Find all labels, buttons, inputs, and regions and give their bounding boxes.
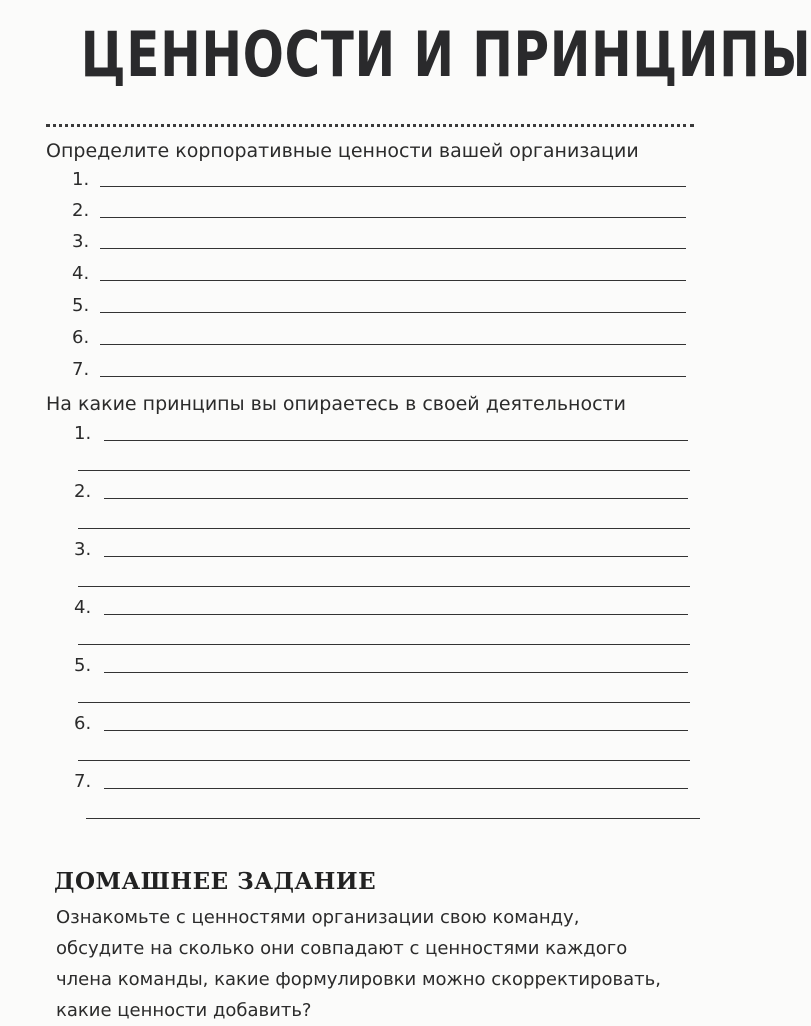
line-number: 2. (72, 200, 90, 221)
value-answer-line[interactable] (72, 166, 688, 190)
value-answer-line[interactable] (72, 260, 688, 284)
principle-continuation-line[interactable] (86, 818, 700, 819)
line-number: 3. (74, 539, 92, 560)
line-number: 4. (74, 597, 92, 618)
principle-answer-line[interactable] (74, 536, 690, 560)
line-number: 4. (72, 263, 90, 284)
line-number: 1. (72, 169, 90, 190)
line-number: 6. (74, 713, 92, 734)
answer-rule (104, 440, 688, 441)
answer-rule (104, 672, 688, 673)
principle-continuation-line[interactable] (78, 470, 690, 471)
principles-section-heading: На какие принципы вы опираетесь в своей деятельности (46, 393, 626, 415)
answer-rule (100, 376, 686, 377)
dotted-divider (46, 124, 694, 127)
line-number: 7. (74, 771, 92, 792)
answer-rule (104, 730, 688, 731)
answer-rule (100, 280, 686, 281)
answer-rule (104, 498, 688, 499)
principle-continuation-line[interactable] (78, 528, 690, 529)
homework-line: Ознакомьте с ценностями организации свою команду, (56, 907, 580, 928)
answer-rule (100, 248, 686, 249)
value-answer-line[interactable] (72, 356, 688, 380)
value-answer-line[interactable] (72, 324, 688, 348)
homework-line: какие ценности добавить? (56, 1000, 312, 1021)
answer-rule (104, 556, 688, 557)
line-number: 6. (72, 327, 90, 348)
answer-rule (100, 217, 686, 218)
homework-line: члена команды, какие формулировки можно скорректировать, (56, 969, 661, 990)
line-number: 2. (74, 481, 92, 502)
answer-rule (100, 186, 686, 187)
principle-answer-line[interactable] (74, 420, 690, 444)
value-answer-line[interactable] (72, 197, 688, 221)
homework-text (56, 902, 696, 1026)
principle-answer-line[interactable] (74, 768, 690, 792)
answer-rule (100, 312, 686, 313)
principle-continuation-line[interactable] (78, 586, 690, 587)
principle-continuation-line[interactable] (78, 644, 690, 645)
homework-line: обсудите на сколько они совпадают с ценностями каждого (56, 938, 628, 959)
principle-answer-line[interactable] (74, 478, 690, 502)
principle-answer-line[interactable] (74, 710, 690, 734)
homework-title: ДОМАШНЕЕ ЗАДАНИЕ (54, 868, 377, 895)
value-answer-line[interactable] (72, 292, 688, 316)
principle-answer-line[interactable] (74, 652, 690, 676)
line-number: 3. (72, 231, 90, 252)
principle-answer-line[interactable] (74, 594, 690, 618)
line-number: 7. (72, 359, 90, 380)
principle-continuation-line[interactable] (78, 760, 690, 761)
value-answer-line[interactable] (72, 228, 688, 252)
principle-continuation-line[interactable] (78, 702, 690, 703)
page-title: ЦЕННОСТИ И ПРИНЦИПЫ (80, 18, 811, 91)
answer-rule (104, 788, 688, 789)
line-number: 5. (72, 295, 90, 316)
answer-rule (104, 614, 688, 615)
line-number: 1. (74, 423, 92, 444)
values-section-heading: Определите корпоративные ценности вашей организации (46, 140, 639, 162)
line-number: 5. (74, 655, 92, 676)
answer-rule (100, 344, 686, 345)
